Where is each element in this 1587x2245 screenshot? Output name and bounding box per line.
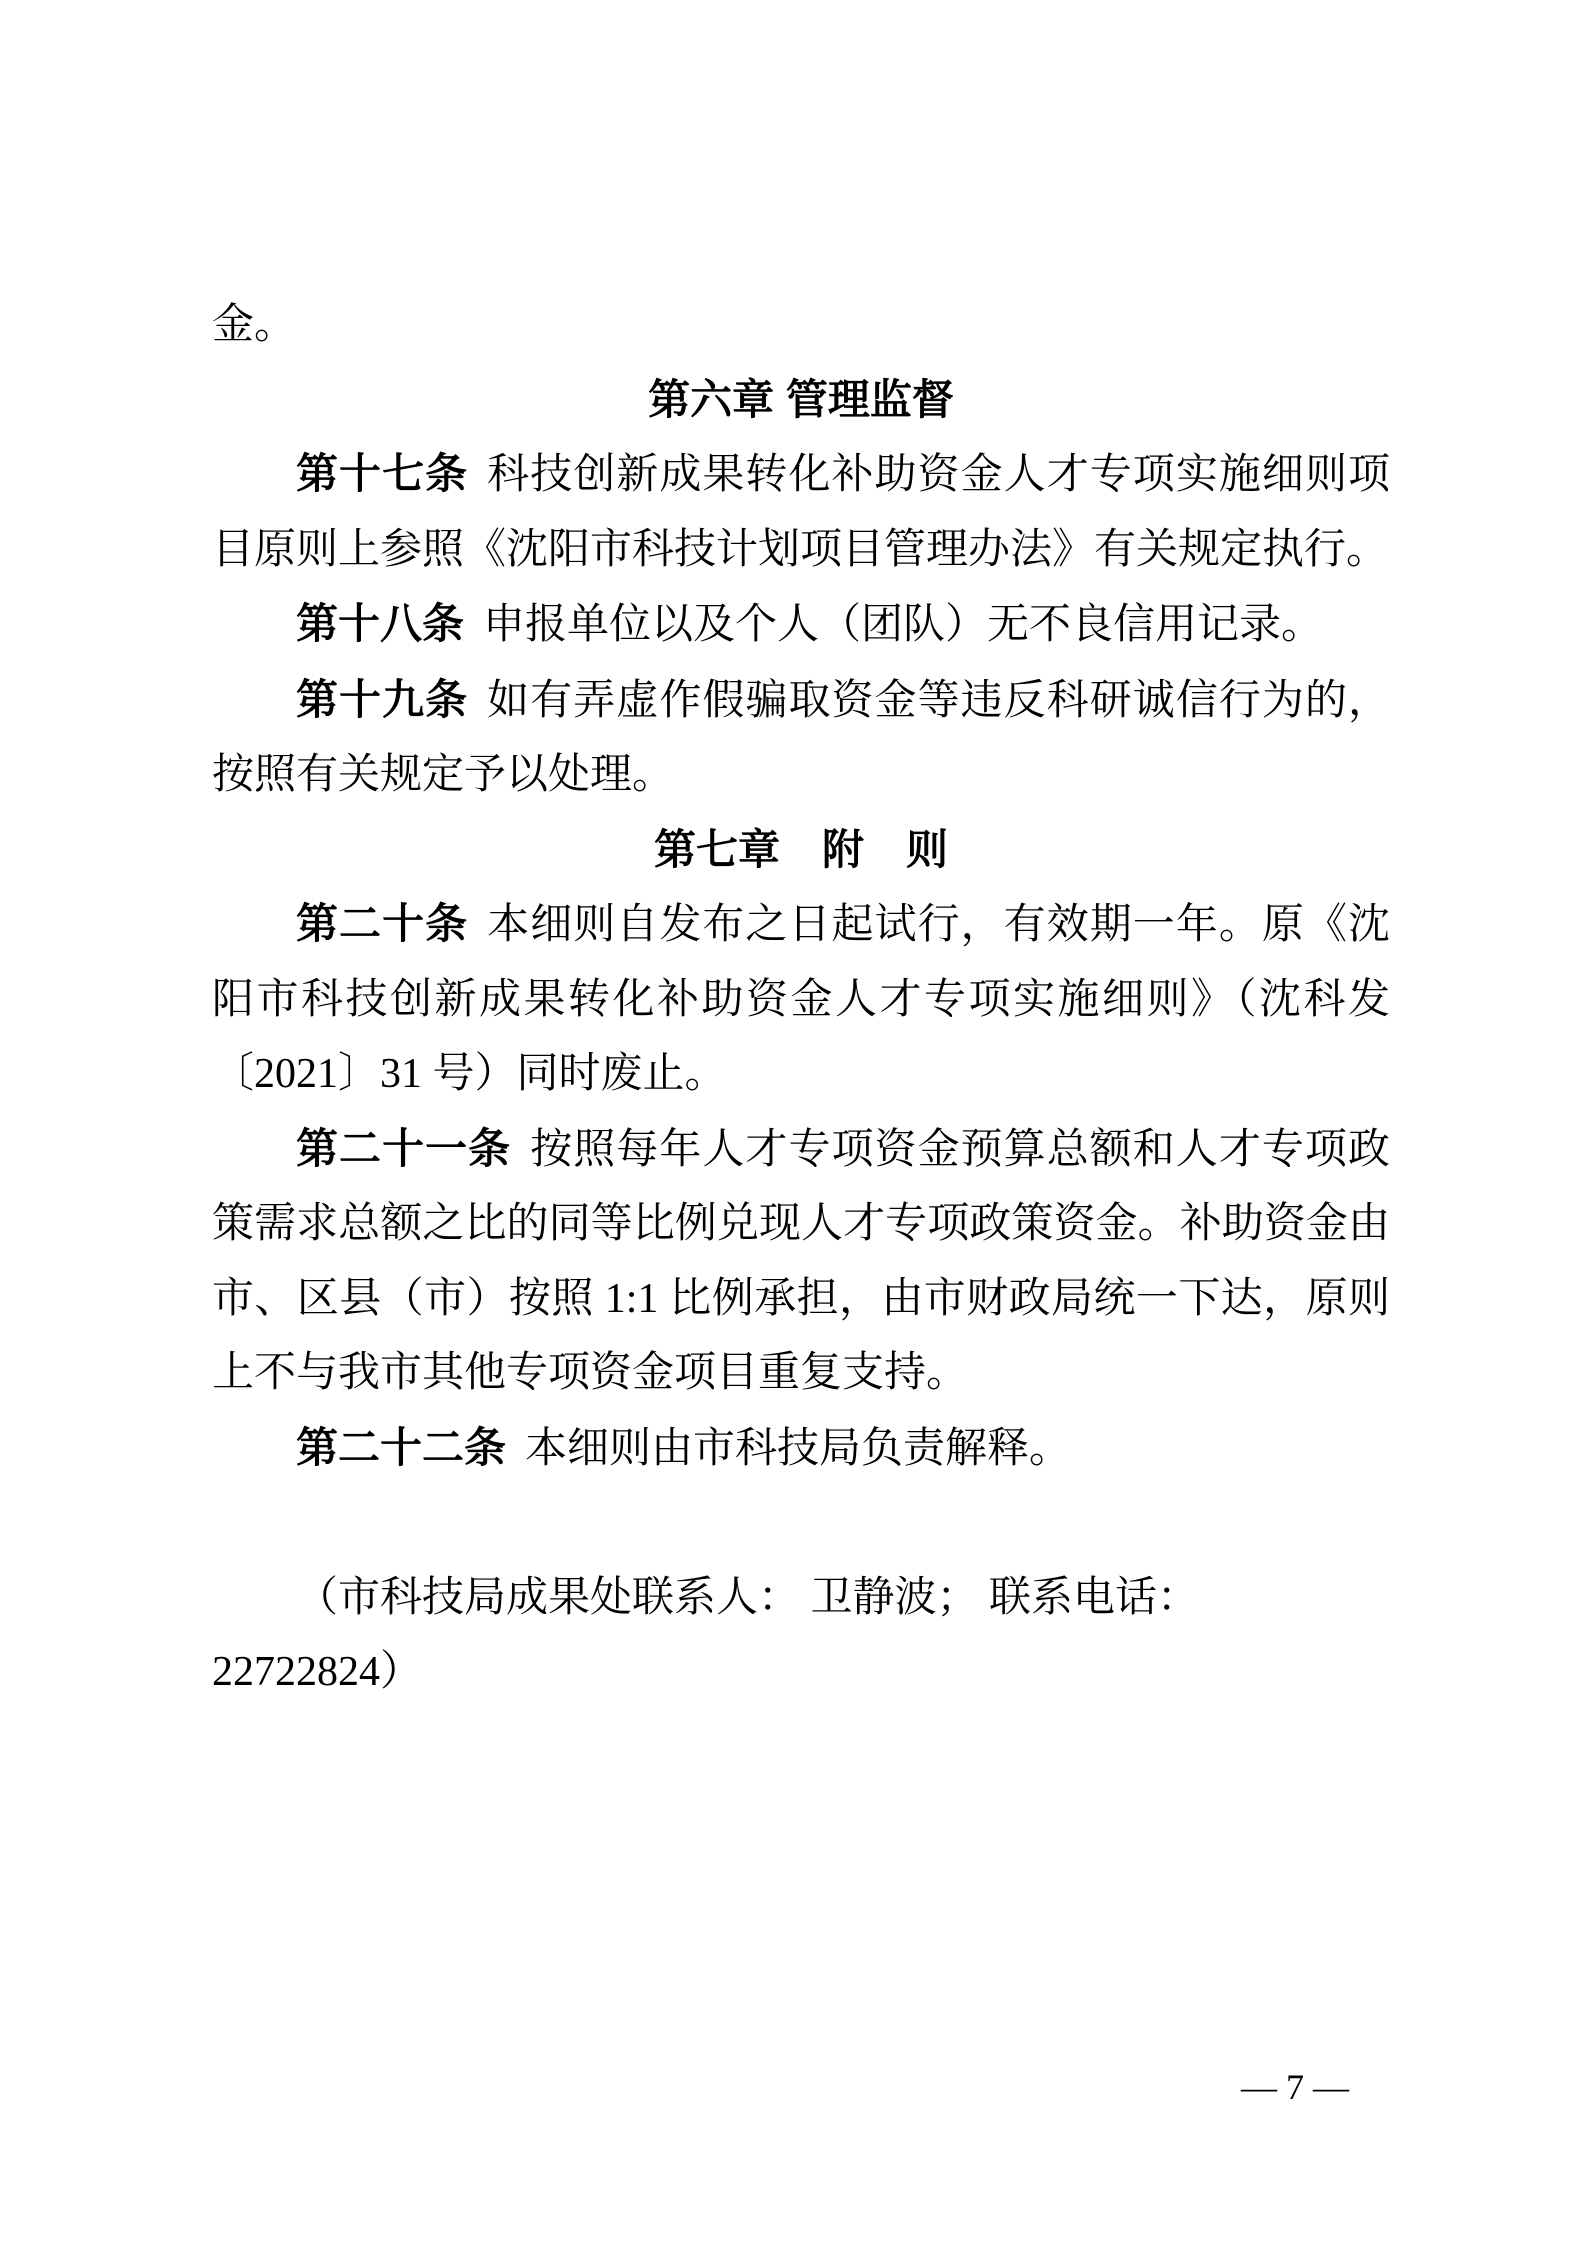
article-text: 如有弄虚作假骗取资金等违反科研诚信行为的，按照有关规定予以处理。 <box>212 677 1390 798</box>
article-text: 本细则由市科技局负责解释。 <box>525 1425 1072 1472</box>
contact-note: （市科技局成果处联系人： 卫静波； 联系电话： 22722824） <box>212 1574 1200 1695</box>
article-text: 按照每年人才专项资金预算总额和人才专项政策需求总额之比的同等比例兑现人才专项政策资金。补助资金由市、区县（市）按照 1:1 比例承担，由市财政局统一下达，原则上不与我市其他专项资金项目重复支持。 <box>212 1126 1390 1396</box>
chapter-heading: 第六章 管理监督 <box>648 375 954 423</box>
article-number: 第十九条 <box>296 675 469 723</box>
article-paragraph <box>212 587 1390 663</box>
article-text: 本细则自发布之日起试行，有效期一年。原《沈阳市科技创新成果转化补助资金人才专项实施细则》（沈科发〔2021〕31 号）同时废止。 <box>212 902 1390 1097</box>
document-body <box>212 288 1390 1710</box>
page-number: — 7 — <box>1241 2067 1349 2107</box>
chapter-heading: 第七章 附 则 <box>653 825 948 873</box>
article-number: 第二十条 <box>296 900 469 947</box>
article-number: 第十七条 <box>296 450 469 497</box>
article-number: 第十八条 <box>296 600 465 647</box>
page-footer <box>1205 2012 1349 2162</box>
article-text: 申报单位以及个人（团队）无不良信用记录。 <box>483 602 1324 648</box>
article-paragraph <box>212 1411 1390 1487</box>
article-text: 科技创新成果转化补助资金人才专项实施细则项目原则上参照《沈阳市科技计划项目管理办法》有关规定执行。 <box>212 452 1390 573</box>
continuation-paragraph: 金。 <box>212 302 297 348</box>
article-paragraph <box>212 663 1390 813</box>
article-number: 第二十二条 <box>296 1423 507 1471</box>
article-number: 第二十一条 <box>296 1124 512 1172</box>
article-paragraph <box>212 1112 1390 1411</box>
article-paragraph <box>212 437 1390 587</box>
article-paragraph <box>212 887 1390 1112</box>
